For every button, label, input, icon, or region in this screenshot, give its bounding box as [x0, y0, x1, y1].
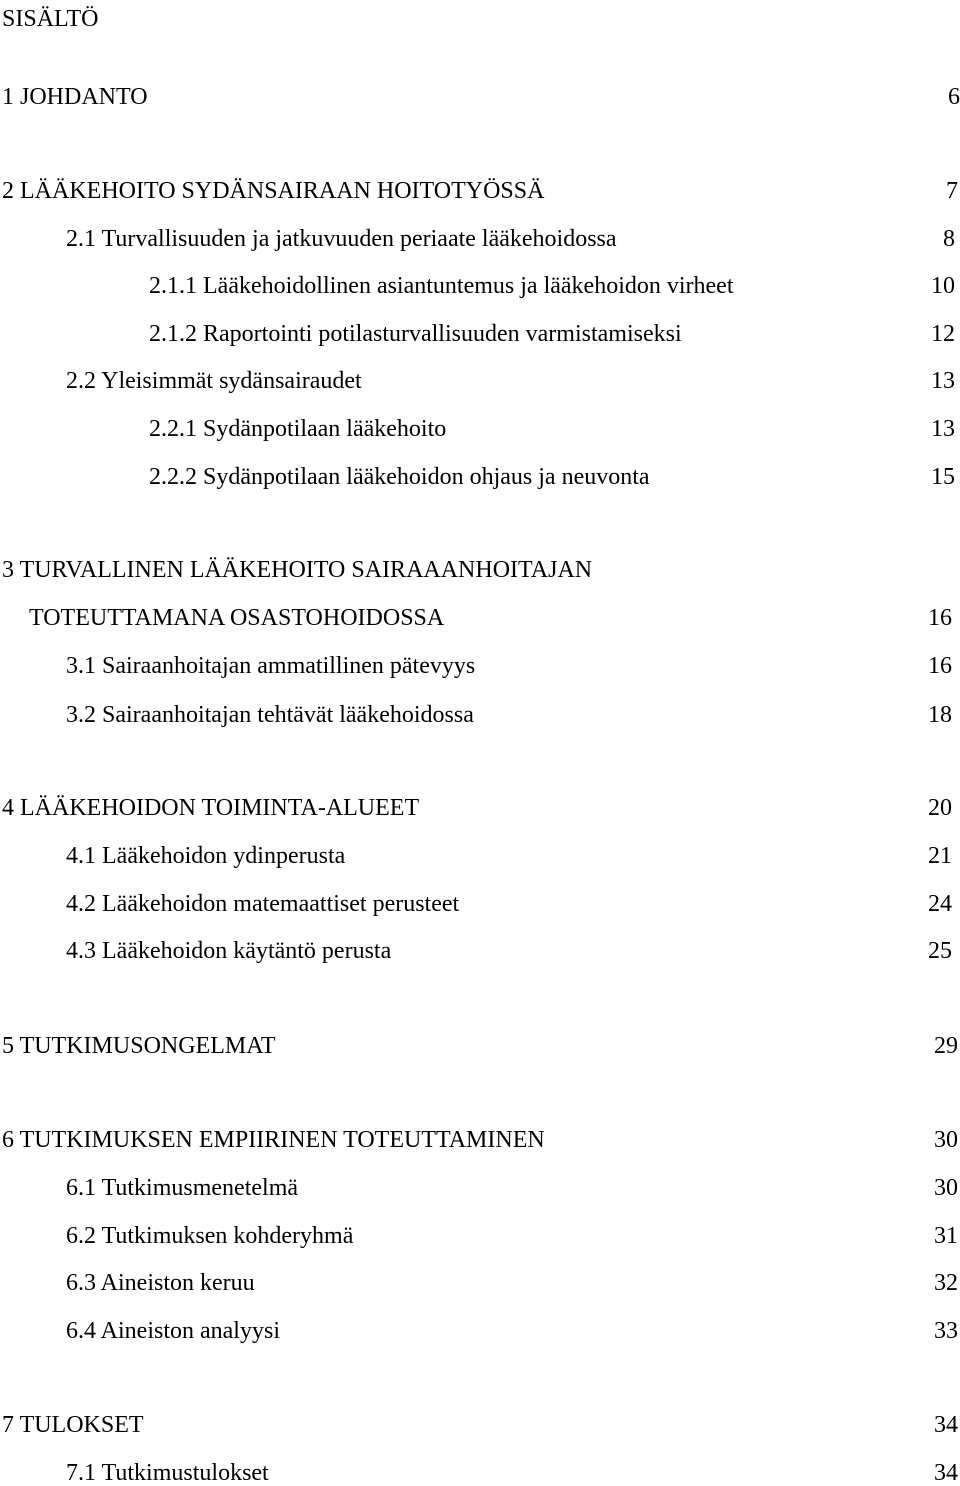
toc-entry-text: 3.2 Sairaanhoitajan tehtävät lääkehoidossa	[66, 702, 474, 728]
toc-entry-text: 4 LÄÄKEHOIDON TOIMINTA-ALUEET	[2, 795, 420, 821]
toc-entry-page: 13	[931, 368, 955, 394]
toc-entry-page: 29	[934, 1033, 958, 1059]
toc-entry-text: 2.1 Turvallisuuden ja jatkuvuuden periaate lääkehoidossa	[66, 226, 617, 252]
toc-entry-text: 6.3 Aineiston keruu	[66, 1270, 255, 1296]
toc-entry-text: 4.2 Lääkehoidon matemaattiset perusteet	[66, 891, 460, 917]
toc-entry-text: 1 JOHDANTO	[2, 84, 148, 110]
toc-entry-text: 2.1.2 Raportointi potilasturvallisuuden varmistamiseksi	[149, 321, 682, 347]
toc-entry-page: 12	[931, 321, 955, 347]
toc-entry-page: 32	[934, 1270, 958, 1296]
toc-entry-page: 16	[928, 605, 952, 631]
toc-entry-page: 31	[934, 1223, 958, 1249]
toc-entry-text: 3.1 Sairaanhoitajan ammatillinen pätevyys	[66, 653, 476, 679]
toc-entry-text: 6 TUTKIMUKSEN EMPIIRINEN TOTEUTTAMINEN	[2, 1127, 545, 1153]
toc-entry-text: 6.4 Aineiston analyysi	[66, 1318, 280, 1344]
toc-entry-page: 24	[928, 891, 952, 917]
toc-entry-text: TOTEUTTAMANA OSASTOHOIDOSSA	[29, 605, 445, 631]
toc-entry-page: 33	[934, 1318, 958, 1344]
toc-entry-text: 2.2.1 Sydänpotilaan lääkehoito	[149, 416, 447, 442]
toc-entry-text: 4.1 Lääkehoidon ydinperusta	[66, 843, 346, 869]
toc-entry-text: 2 LÄÄKEHOITO SYDÄNSAIRAAN HOITOTYÖSSÄ	[2, 178, 545, 204]
toc-entry-page: 34	[934, 1412, 958, 1438]
toc-entry-page: 25	[928, 938, 952, 964]
toc-entry-page: 6	[948, 84, 960, 110]
toc-entry-page: 34	[934, 1460, 958, 1486]
toc-entry-page: 15	[931, 464, 955, 490]
toc-entry-page: 10	[931, 273, 955, 299]
toc-entry-page: 18	[928, 702, 952, 728]
toc-entry-text: 7 TULOKSET	[2, 1412, 144, 1438]
toc-entry-text: 6.1 Tutkimusmenetelmä	[66, 1175, 299, 1201]
toc-entry-page: 13	[931, 416, 955, 442]
toc-title: SISÄLTÖ	[2, 6, 99, 32]
toc-entry-text: 2.2 Yleisimmät sydänsairaudet	[66, 368, 362, 394]
toc-entry-text: 5 TUTKIMUSONGELMAT	[2, 1033, 276, 1059]
toc-entry-page: 20	[928, 795, 952, 821]
toc-entry-page: 30	[934, 1127, 958, 1153]
toc-entry-page: 8	[943, 226, 955, 252]
toc-entry-page: 30	[934, 1175, 958, 1201]
toc-entry-text: 7.1 Tutkimustulokset	[66, 1460, 269, 1486]
toc-entry-page: 7	[946, 178, 958, 204]
toc-entry-text: 3 TURVALLINEN LÄÄKEHOITO SAIRAAANHOITAJAN	[2, 557, 593, 583]
toc-entry-page: 16	[928, 653, 952, 679]
toc-entry-text: 6.2 Tutkimuksen kohderyhmä	[66, 1223, 354, 1249]
toc-entry-page: 21	[928, 843, 952, 869]
toc-entry-text: 2.2.2 Sydänpotilaan lääkehoidon ohjaus ja neuvonta	[149, 464, 650, 490]
toc-entry-text: 4.3 Lääkehoidon käytäntö perusta	[66, 938, 392, 964]
toc-entry-text: 2.1.1 Lääkehoidollinen asiantuntemus ja lääkehoidon virheet	[149, 273, 734, 299]
